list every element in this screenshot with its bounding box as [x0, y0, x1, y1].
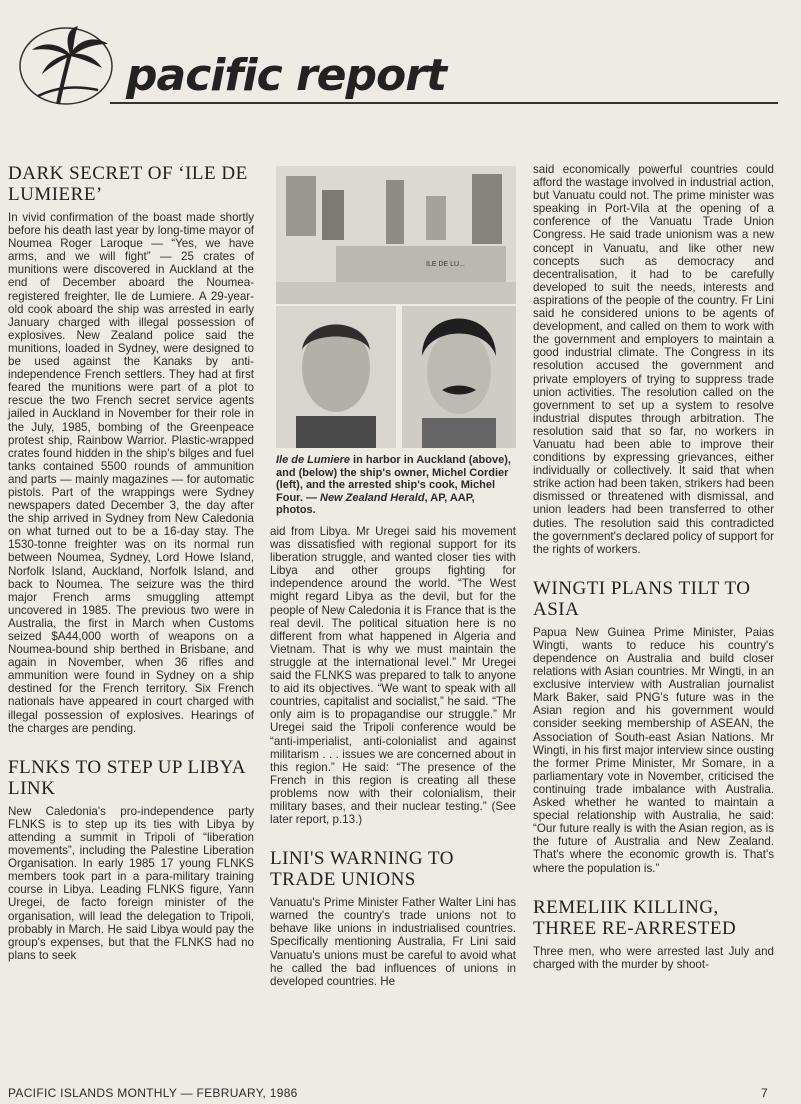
headline-dark-secret: DARK SECRET OF ‘ILE DE LUMIERE’ [8, 163, 248, 205]
headline-lini: LINI'S WARNING TO TRADE UNIONS [270, 848, 454, 891]
article-wingti-body: Papua New Guinea Prime Minister, Paias Wingti, wants to reduce his country's dependence on Australia and build closer relations with Asian countries. Mr Wingti, in an exclusive interview with Australian journalist Mark Baker, said PNG's future was in the Asian region and his government would consider seeking membership of ASEAN, the Association of South-east Asian Nations. Mr Wingti, in his first major interview since ousting the former Prime Minister, Mr Somare, in a parliamentary vote in November, criticised the continuing trade imbalance with Australia. Asked whether he wanted to maintain a special relationship with Australia, he said: “Our future really is with the Asian region, as is the future of Australia and New Zealand. That's where the economic growth is. That's where the population is.” [533, 625, 774, 875]
caption-tail: , AP, AAP, photos. [276, 491, 475, 516]
column-3 [533, 163, 774, 971]
page-footer [8, 1086, 768, 1100]
headline-wingti: WINGTI PLANS TILT TO ASIA [533, 577, 751, 620]
photo-caption [276, 454, 516, 517]
photo-block [276, 166, 516, 517]
michel-cordier-photo [276, 306, 396, 448]
masthead-rule [110, 102, 778, 104]
palm-tree-logo [18, 24, 114, 106]
article-lini-continued: said economically powerful countries could afford the wastage involved in industrial action, but Vanuatu could not. The prime minister was speaking in Port-Vila at the opening of a conference of the Vanuatu Trade Union Congress. He said trade unionism was a new concept in Vanuatu, and like other new concepts such as democracy and decentralisation, it had to be carefully developed to suit the needs, interests and aspirations of the people of the country. Fr Lini said he considered unions to be agents of development, and called on them to work with the government and employers to maintain a good industrial climate. The Congress in its resolution accused the government and private employers of trying to suppress trade union activities. The resolution called on the government to set up a system to resolve industrial disputes through arbitration. The resolution said that so far, no workers in Vanuatu had been able to improve their conditions by expressing grievances, either individually or collectively. It said that when strike action had been taken, strikers had been dismissed or threatened with dismissal, and union leaders had been transferred to other duties. The resolution said this contradicted the government's declared policy of support for the rights of workers. [533, 163, 774, 556]
headline-flnks: FLNKS TO STEP UP LIBYA LINK [8, 756, 245, 799]
column-1 [8, 163, 254, 962]
ship-name-sign: ILE DE LU... [426, 261, 465, 268]
page-number: 7 [761, 1086, 768, 1100]
article-dark-secret-body: In vivid confirmation of the boast made shortly before his death last year by long-time mayor of Noumea Roger Laroque — “Yes, we have arms, and we will fight” — 25 crates of munitions were discovered in Auckland at the end of December aboard the Noumea-registered freighter, Ile de Lumiere. A 29-year-old cook aboard the ship was arrested in early January charged with illegal possession of explosives. New Zealand police said the munitions, loaded in Sydney, were designed to be used against the Kanaks by anti-independence French settlers. They had at first feared the munitions were part of a plot to rescue the two French secret service agents jailed in Auckland in November for their role in the July, 1985, bombing of the Greenpeace protest ship, Rainbow Warrior. Plastic-wrapped crates found hidden in the ship's bilges and fuel tanks contained 5500 rounds of ammunition and parts — mainly magazines — for automatic pistols. Part of the wrappings were Sydney newspapers dated December 3, the day after the ship arrived in Sydney from New Caledonia on what turned out to be a 16-day stay. The 1530-tonne freighter was on its normal run between Noumea, Sydney, Lord Howe Island, Norfolk Island, Auckland, Norfolk Island, and back to Noumea. The seizure was the third major French arms smuggling attempt uncovered in 1985. The previous two were in Australia, the first in March when Customs seized $A44,000 worth of weapons on a Noumea-bound ship berthed in Brisbane, and again in November, when 36 rifles and ammunition were found in Sydney on a ship destined for the French territory. Six French nationals have appeared in court charged with illegal possession of explosives. Hearings of the charges are pending. [8, 211, 254, 735]
article-lini-body: Vanuatu's Prime Minister Father Walter Lini has warned the country's trade unions not to behave like unions in industrialised countries. Specifically mentioning Australia, Fr Lini said Vanuatu's unions must be careful to avoid what he called the bad influences of unions in developed countries. He [270, 896, 516, 988]
caption-text: in harbor in Auckland (above), and (below) the ship's owner, Michel Cordier (left), and the arrested ship's cook, Michel Four. — [276, 454, 511, 504]
masthead-title: pacific report [126, 50, 446, 101]
article-flnks-body: New Caledonia's pro-independence party FLNKS is to step up its ties with Libya by attending a summit in Tripoli of “liberation movements”, including the Palestine Liberation Organisation. In early 1985 17 young FLNKS members took part in a para-military training course in Libya. Leading FLNKS figure, Yann Uregei, de facto foreign minister of the organisation, will lead the delegation to Tripoli, probably in March. He said Libya would pay the group's expenses, but that the FLNKS had no plans to seek [8, 804, 254, 962]
article-flnks-continued: aid from Libya. Mr Uregei said his movement was dissatisfied with regional support for its liberation struggle, and wanted closer ties with Libya and other groups fighting for independence around the world. “The West might regard Libya as the devil, but for the people of New Caledonia it is France that is the real devil. The political situation here is no different from what happened in Algeria and Vietnam. That is why we must maintain the struggle at the international level.” Mr Uregei said the FLNKS was prepared to talk to anyone to aid its objectives. “We want to speak with all countries, capitalist and socialist,” he said. “The only aim is to propagandise our struggle.” Mr Uregei said the Tripoli conference would be “anti-imperialist, anti-colonialist and against militarism . . . issues we are concerned about in this region.” He said: “The presence of the French in this region is creating all these problems now with their colonialism, their military bases, and their nuclear testing.” (See later report, p.13.) [270, 525, 516, 827]
column-2 [270, 525, 516, 988]
article-remeliik-body: Three men, who were arrested last July and charged with the murder by shoot- [533, 944, 774, 971]
headline-remeliik: REMELIIK KILLING, THREE RE-ARRESTED [533, 896, 737, 939]
michel-four-photo [402, 306, 516, 448]
masthead [18, 18, 778, 118]
caption-ship-name: Ile de Lumiere [276, 454, 350, 466]
footer-publication: PACIFIC ISLANDS MONTHLY — FEBRUARY, 1986 [8, 1086, 298, 1100]
harbor-photo [276, 166, 516, 304]
caption-credit: New Zealand Herald [320, 491, 425, 504]
